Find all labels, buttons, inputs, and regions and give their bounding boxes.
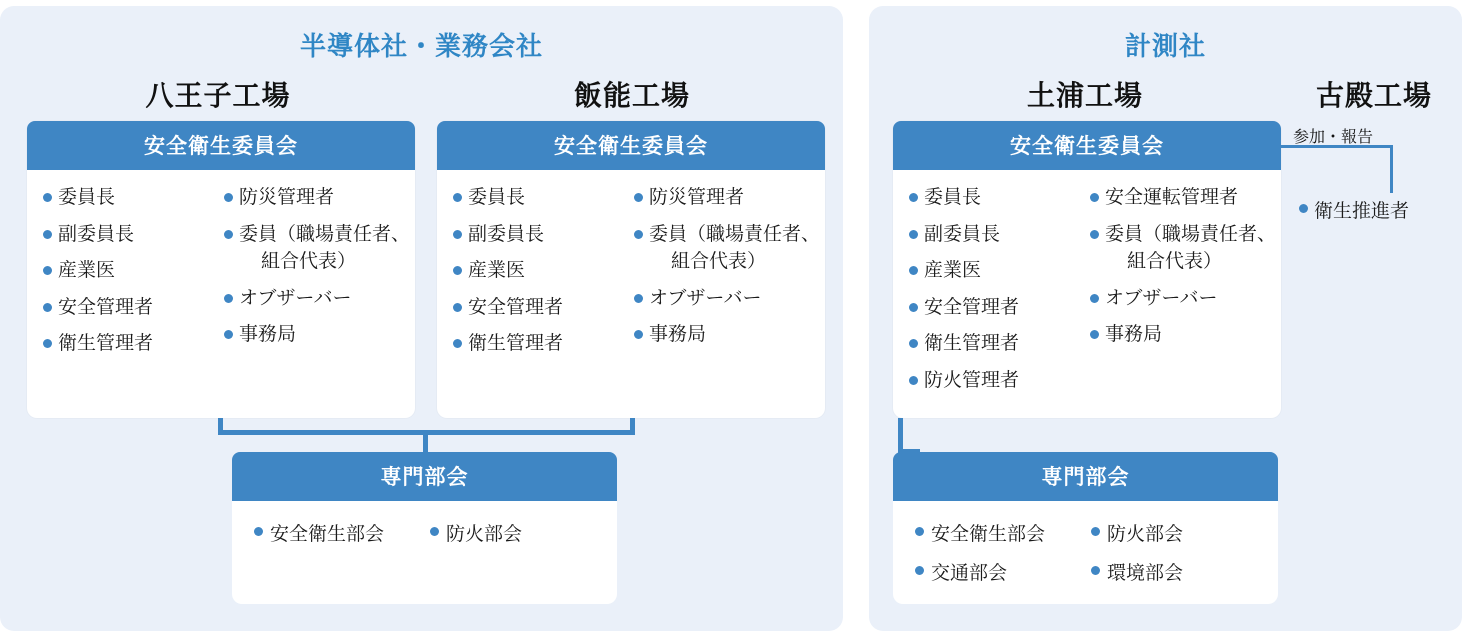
bullet-dot-icon	[254, 527, 263, 536]
list-item: 副委員長	[43, 221, 218, 249]
list-item: 委員長	[453, 184, 628, 212]
list-item: 衛生管理者	[453, 330, 628, 358]
list-item: 衛生管理者	[43, 330, 218, 358]
list-item-continuation: 組合代表）	[261, 251, 357, 273]
bullet-dot-icon	[1091, 527, 1100, 536]
bullet-dot-icon	[909, 193, 918, 202]
list-item: 委員長	[909, 184, 1084, 212]
committee-card-hachioji	[27, 121, 415, 418]
bullet-dot-icon	[43, 339, 52, 348]
bullet-dot-icon	[224, 193, 233, 202]
group-title: 半導体社・業務会社	[299, 31, 543, 61]
subcommittee-col-left	[254, 519, 430, 558]
bullet-dot-icon	[909, 376, 918, 385]
committee-members-right	[224, 184, 411, 367]
bullet-dot-icon	[224, 330, 233, 339]
committee-card-header: 安全衛生委員会	[27, 121, 415, 170]
site-title-hanno: 飯能工場	[573, 80, 690, 111]
list-item: 委員（職場責任者、	[1090, 221, 1265, 249]
bullet-dot-icon	[43, 266, 52, 275]
bullet-dot-icon	[1090, 330, 1099, 339]
list-item: オブザーバー	[224, 285, 399, 313]
list-item: オブザーバー	[1090, 285, 1265, 313]
list-item: 委員（職場責任者、	[634, 221, 809, 249]
list-item: 副委員長	[909, 221, 1084, 249]
subcommittee-col-right	[430, 519, 522, 558]
site-title-tsuchiura: 土浦工場	[1026, 80, 1143, 111]
list-item-continuation: 組合代表）	[671, 251, 767, 273]
committee-card-header: 安全衛生委員会	[437, 121, 825, 170]
list-item: 産業医	[453, 257, 628, 285]
bullet-dot-icon	[1091, 566, 1100, 575]
list-item: 委員（職場責任者、	[224, 221, 399, 249]
bullet-dot-icon	[453, 339, 462, 348]
bullet-dot-icon	[453, 193, 462, 202]
connector-label-participation: 参加・報告	[1293, 129, 1374, 146]
connector-vertical-to-subcommittee	[423, 430, 428, 452]
bullet-dot-icon	[909, 230, 918, 239]
list-item: 安全管理者	[43, 294, 218, 322]
list-item: 産業医	[43, 257, 218, 285]
bullet-dot-icon	[224, 294, 233, 303]
bullet-dot-icon	[915, 527, 924, 536]
list-item: 安全管理者	[909, 294, 1084, 322]
list-item: オブザーバー	[634, 285, 809, 313]
list-item-health-promoter: 衛生推進者	[1299, 196, 1409, 223]
list-item: 事務局	[634, 321, 809, 349]
subcommittee-card-measurement	[893, 452, 1278, 604]
list-item: 事務局	[224, 321, 399, 349]
list-item: 防火部会	[1091, 519, 1183, 546]
bullet-dot-icon	[43, 303, 52, 312]
committee-members-left	[909, 184, 1084, 403]
bullet-dot-icon	[43, 193, 52, 202]
list-item: 安全管理者	[453, 294, 628, 322]
bullet-dot-icon	[909, 339, 918, 348]
bullet-dot-icon	[1090, 230, 1099, 239]
bullet-dot-icon	[634, 330, 643, 339]
bullet-dot-icon	[1090, 294, 1099, 303]
committee-members-left	[43, 184, 218, 367]
list-item: 防災管理者	[634, 184, 809, 212]
list-item: 安全運転管理者	[1090, 184, 1265, 212]
bullet-dot-icon	[1090, 193, 1099, 202]
bullet-dot-icon	[430, 527, 439, 536]
list-item: 産業医	[909, 257, 1084, 285]
list-item: 防火管理者	[909, 367, 1084, 395]
bullet-dot-icon	[909, 266, 918, 275]
bullet-dot-icon	[634, 294, 643, 303]
committee-members-left	[453, 184, 628, 367]
bullet-dot-icon	[453, 230, 462, 239]
committee-card-tsuchiura	[893, 121, 1281, 418]
bullet-dot-icon	[634, 230, 643, 239]
subcommittee-card-semiconductor	[232, 452, 617, 604]
bullet-dot-icon	[915, 566, 924, 575]
bullet-dot-icon	[909, 303, 918, 312]
site-title-furudono: 古殿工場	[1315, 80, 1432, 111]
list-item: 防火部会	[430, 519, 522, 546]
bullet-dot-icon	[1299, 204, 1308, 213]
list-item: 事務局	[1090, 321, 1265, 349]
list-item: 交通部会	[915, 558, 1091, 585]
list-item: 委員長	[43, 184, 218, 212]
subcommittee-col-left	[915, 519, 1091, 597]
list-item-continuation: 組合代表）	[1127, 251, 1223, 273]
list-item: 衛生管理者	[909, 330, 1084, 358]
list-item: 安全衛生部会	[254, 519, 430, 546]
list-item: 副委員長	[453, 221, 628, 249]
committee-members-right	[634, 184, 821, 367]
committee-card-hanno	[437, 121, 825, 418]
connector-vertical-furudono	[1390, 145, 1393, 193]
group-title: 計測社	[1124, 31, 1206, 61]
bullet-dot-icon	[634, 193, 643, 202]
committee-members-right	[1090, 184, 1277, 403]
subcommittee-header: 専門部会	[232, 452, 617, 501]
subcommittee-header: 専門部会	[893, 452, 1278, 501]
subcommittee-col-right	[1091, 519, 1183, 597]
site-title-hachioji: 八王子工場	[145, 80, 291, 111]
list-item: 環境部会	[1091, 558, 1183, 585]
committee-card-header: 安全衛生委員会	[893, 121, 1281, 170]
bullet-dot-icon	[453, 266, 462, 275]
connector-vertical-tsuchiura	[898, 418, 903, 452]
list-item: 安全衛生部会	[915, 519, 1091, 546]
bullet-dot-icon	[43, 230, 52, 239]
list-item: 防災管理者	[224, 184, 399, 212]
bullet-dot-icon	[453, 303, 462, 312]
bullet-dot-icon	[224, 230, 233, 239]
